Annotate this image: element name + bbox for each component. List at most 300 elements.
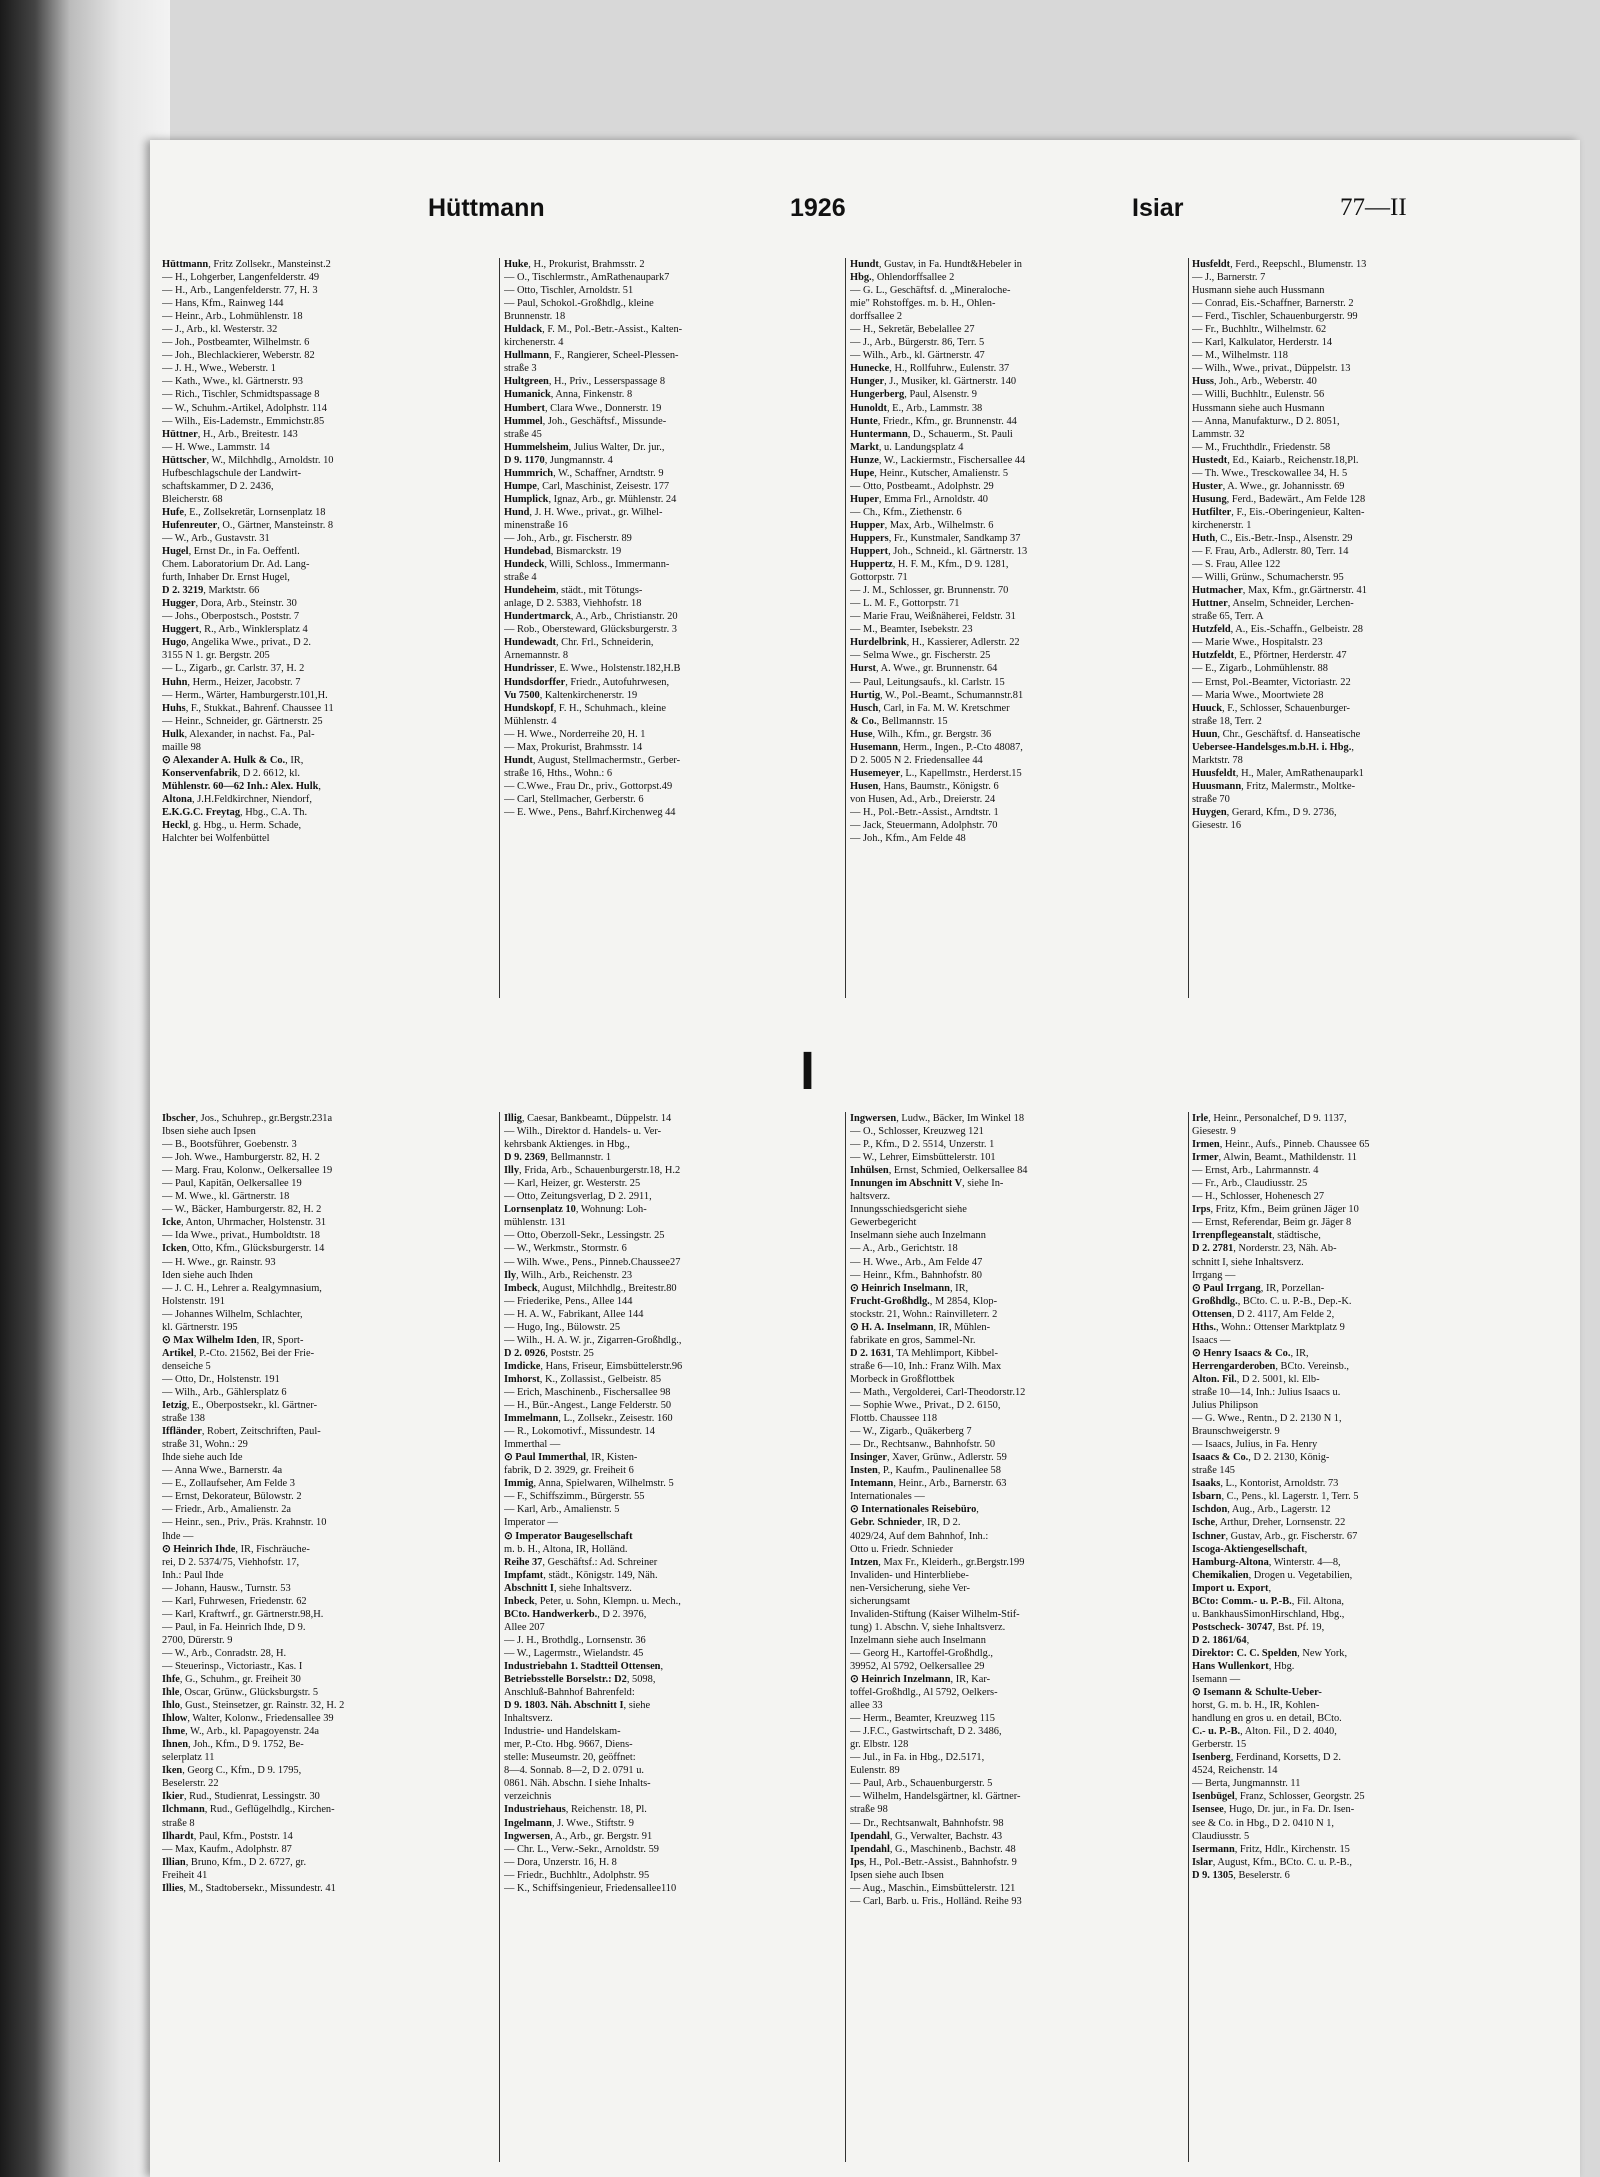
directory-entry-line: — Anna, Manufakturw., D 2. 8051,	[1192, 415, 1340, 427]
directory-entry-line: — Joh., Arb., gr. Fischerstr. 89	[504, 532, 632, 544]
directory-entry-line: — Wilh., Eis-Lademstr., Emmichstr.85	[162, 415, 325, 427]
directory-entry-line: Husen, Hans, Baumstr., Königstr. 6	[850, 780, 999, 792]
directory-entry-line: nen-Versicherung, siehe Ver-	[850, 1582, 970, 1594]
directory-entry-line: 2700, Dürerstr. 9	[162, 1634, 233, 1646]
directory-entry-line: — E., Zigarb., Lohmühlenstr. 88	[1192, 663, 1328, 675]
directory-entry-line: — R., Lokomotivf., Missundestr. 14	[504, 1426, 655, 1438]
directory-entry-line: Imbeck, August, Milchhdlg., Breitestr.80	[504, 1282, 677, 1294]
directory-entry-line: Isenbügel, Franz, Schlosser, Georgstr. 25	[1192, 1791, 1365, 1803]
directory-entry-line: — H. Wwe., gr. Rainstr. 93	[162, 1256, 276, 1268]
directory-entry-line: Huppers, Fr., Kunstmaler, Sandkamp 37	[850, 532, 1021, 544]
directory-entry-line: — E., Zollaufseher, Am Felde 3	[162, 1478, 295, 1490]
directory-entry-line: — Jul., in Fa. in Hbg., D2.5171,	[850, 1752, 985, 1764]
directory-entry-line: 0861. Näh. Abschn. I siehe Inhalts-	[504, 1778, 651, 1790]
directory-entry-line: Hummel, Joh., Geschäftsf., Missunde-	[504, 415, 667, 427]
directory-entry-line: — Georg H., Kartoffel-Großhdlg.,	[850, 1647, 994, 1659]
directory-entry-line: Hths., Wohn.: Ottenser Marktplatz 9	[1192, 1321, 1345, 1333]
directory-entry-line: — B., Bootsführer, Goebenstr. 3	[162, 1139, 297, 1151]
directory-entry-line: u. BankhausSimonHirschland, Hbg.,	[1192, 1608, 1345, 1620]
directory-entry-line: Inselmann siehe auch Inzelmann	[850, 1230, 986, 1242]
directory-entry-line: — Dr., Rechtsanw., Bahnhofstr. 50	[850, 1439, 996, 1451]
directory-entry-line: D 9. 1305, Beselerstr. 6	[1192, 1869, 1290, 1881]
directory-entry-line: handlung en gros u. en detail, BCto.	[1192, 1713, 1342, 1725]
directory-entry-line: straße 3	[504, 363, 537, 375]
directory-entry-line: & Co., Bellmannstr. 15	[850, 715, 948, 727]
directory-entry-line: — J.F.C., Gastwirtschaft, D 2. 3486,	[850, 1726, 1002, 1738]
directory-entry-line: Braunschweigerstr. 9	[1192, 1426, 1280, 1438]
directory-entry-line: Husemeyer, L., Kapellmstr., Herderst.15	[850, 767, 1022, 779]
directory-entry-line: C.- u. P.-B., Alton. Fil., D 2. 4040,	[1192, 1726, 1337, 1738]
directory-entry-line: fabrik, D 2. 3929, gr. Freiheit 6	[504, 1465, 634, 1477]
directory-entry-line: Industrie- und Handelskam-	[504, 1726, 621, 1738]
directory-entry-line: — Wilh., Arb., Gählersplatz 6	[162, 1386, 287, 1398]
directory-entry-line: — J. H., Wwe., Weberstr. 1	[162, 363, 276, 375]
directory-entry-line: — Friedr., Buchhltr., Adolphstr. 95	[504, 1869, 650, 1881]
directory-entry-line: Hugo, Angelika Wwe., privat., D 2.	[162, 637, 312, 649]
directory-entry-line: maille 98	[162, 741, 201, 753]
directory-entry-line: — Fr., Buchhltr., Wilhelmstr. 62	[1192, 324, 1327, 336]
directory-entry-line: straße 6—10, Inh.: Franz Wilh. Max	[850, 1360, 1002, 1372]
directory-entry-line: Chem. Laboratorium Dr. Ad. Lang-	[162, 559, 310, 571]
directory-entry-line: Immerthal —	[504, 1439, 561, 1451]
directory-entry-line: Morbeck in Großflottbek	[850, 1373, 955, 1385]
directory-entry-line: Huster, A. Wwe., gr. Johannisstr. 69	[1192, 480, 1345, 492]
directory-entry-line: — Dora, Unzerstr. 16, H. 8	[504, 1856, 617, 1868]
directory-entry-line: Ingelmann, J. Wwe., Stiftstr. 9	[504, 1817, 635, 1829]
directory-entry-line: Hans Wullenkort, Hbg.	[1192, 1660, 1295, 1672]
directory-entry-line: — H. A. W., Fabrikant, Allee 144	[504, 1308, 644, 1320]
directory-entry-line: Ihnen, Joh., Kfm., D 9. 1752, Be-	[162, 1739, 304, 1751]
directory-entry-line: Hutzfeldt, E., Pförtner, Herderstr. 47	[1192, 650, 1347, 662]
directory-entry-line: — H. Wwe., Arb., Am Felde 47	[850, 1256, 983, 1268]
directory-entry-line: ⊙ H. A. Inselmann, IR, Mühlen-	[850, 1321, 991, 1333]
directory-entry-line: Giesestr. 16	[1192, 820, 1242, 832]
directory-entry-line: Isaacs —	[1192, 1334, 1231, 1346]
directory-entry-line: Hummrich, W., Schaffner, Arndtstr. 9	[504, 467, 664, 479]
directory-entry-line: — Paul, in Fa. Heinrich Ihde, D 9.	[162, 1621, 306, 1633]
directory-entry-line: Mühlenstr. 60—62 Inh.: Alex. Hulk,	[162, 780, 321, 792]
directory-entry-line: — Friederike, Pens., Allee 144	[504, 1295, 633, 1307]
directory-entry-line: — Maria Wwe., Moortwiete 28	[1192, 689, 1324, 701]
directory-entry-line: Frucht-Großhdlg., M 2854, Klop-	[850, 1295, 998, 1307]
directory-entry-line: straße 18, Terr. 2	[1192, 715, 1262, 727]
directory-entry-line: Internationales —	[850, 1491, 925, 1503]
directory-entry-line: Icke, Anton, Uhrmacher, Holstenstr. 31	[162, 1217, 327, 1229]
directory-entry-line: — Isaacs, Julius, in Fa. Henry	[1192, 1439, 1318, 1451]
directory-entry-line: ⊙ Henry Isaacs & Co., IR,	[1192, 1347, 1309, 1359]
directory-entry-line: Huygen, Gerard, Kfm., D 9. 2736,	[1192, 806, 1337, 818]
directory-entry-line: — Max, Prokurist, Brahmsstr. 14	[504, 741, 643, 753]
entries-column-bottom	[162, 1112, 498, 2162]
directory-entry-line: 4524, Reichenstr. 14	[1192, 1765, 1278, 1777]
directory-entry-line: Ietzig, E., Oberpostsekr., kl. Gärtner-	[162, 1400, 318, 1412]
directory-entry-line: von Husen, Ad., Arb., Dreierstr. 24	[850, 793, 996, 805]
directory-entry-line: — H., Lohgerber, Langenfelderstr. 49	[162, 272, 320, 284]
directory-entry-line: BCto. Handwerkerb., D 2. 3976,	[504, 1608, 647, 1620]
directory-entry-line: — Hugo, Ing., Bülowstr. 25	[504, 1321, 621, 1333]
directory-entry-line: D 9. 1170, Jungmannstr. 4	[504, 454, 613, 466]
directory-entry-line: Hund, J. H. Wwe., privat., gr. Wilhel-	[504, 506, 663, 518]
directory-entry-line: Ily, Wilh., Arb., Reichenstr. 23	[504, 1269, 633, 1281]
directory-entry-line: Hugger, Dora, Arb., Steinstr. 30	[162, 598, 297, 610]
directory-entry-line: BCto: Comm.- u. P.-B., Fil. Altona,	[1192, 1595, 1345, 1607]
directory-entry-line: D 2. 0926, Poststr. 25	[504, 1347, 594, 1359]
directory-entry-line: Huuck, F., Schlosser, Schauenburger-	[1192, 702, 1350, 714]
directory-entry-line: — Rob., Obersteward, Glücksburgerstr. 3	[504, 624, 677, 636]
directory-entry-line: Otto u. Friedr. Schnieder	[850, 1543, 954, 1555]
directory-entry-line: — J. C. H., Lehrer a. Realgymnasium,	[162, 1282, 322, 1294]
entries-column-bottom	[504, 1112, 840, 2162]
directory-entry-line: straße 8	[162, 1817, 195, 1829]
directory-entry-line: Husemann, Herm., Ingen., P.-Cto 48087,	[850, 741, 1023, 753]
directory-entry-line: Inzelmann siehe auch Inselmann	[850, 1634, 986, 1646]
directory-entry-line: ⊙ Heinrich Inzelmann, IR, Kar-	[850, 1674, 991, 1686]
directory-entry-line: Islar, August, Kfm., BCto. C. u. P.-B.,	[1192, 1856, 1352, 1868]
directory-entry-line: Imdicke, Hans, Friseur, Eimsbüttelerstr.96	[504, 1360, 683, 1372]
directory-entry-line: Ihde —	[162, 1530, 194, 1542]
directory-entry-line: — H., Sekretär, Bebelallee 27	[850, 324, 975, 336]
directory-entry-line: Industriebahn 1. Stadtteil Ottensen,	[504, 1660, 664, 1672]
directory-entry-line: — Marg. Frau, Kolonw., Oelkersallee 19	[162, 1165, 333, 1177]
directory-entry-line: Huggert, R., Arb., Winklersplatz 4	[162, 624, 308, 636]
section-letter: I	[800, 1041, 816, 1101]
directory-entry-line: mühlenstr. 131	[504, 1217, 566, 1229]
directory-entry-line: — Carl, Barb. u. Fris., Holländ. Reihe 93	[850, 1895, 1022, 1907]
directory-entry-line: schaftskammer, D 2. 2436,	[162, 480, 274, 492]
directory-entry-line: Huppertz, H. F. M., Kfm., D 9. 1281,	[850, 559, 1009, 571]
directory-entry-line: — Heinr., Schneider, gr. Gärtnerstr. 25	[162, 715, 323, 727]
directory-entry-line: Ipendahl, G., Maschinenb., Bachstr. 48	[850, 1843, 1016, 1855]
directory-entry-line: straße 45	[504, 428, 542, 440]
directory-entry-line: — Max, Kaufm., Adolphstr. 87	[162, 1843, 292, 1855]
directory-entry-line: — W., Zigarb., Quäkerberg 7	[850, 1426, 972, 1438]
directory-entry-line: — H. Wwe., Lammstr. 14	[162, 441, 270, 453]
directory-entry-line: straße 98	[850, 1804, 888, 1816]
directory-entry-line: Inhülsen, Ernst, Schmied, Oelkersallee 84	[850, 1165, 1028, 1177]
directory-entry-line: — S. Frau, Allee 122	[1192, 559, 1281, 571]
directory-entry-line: Hussmann siehe auch Husmann	[1192, 402, 1325, 414]
directory-entry-line: — Karl, Kalkulator, Herderstr. 14	[1192, 337, 1333, 349]
directory-entry-line: — Wilh. Wwe., Pens., Pinneb.Chaussee27	[504, 1256, 681, 1268]
directory-entry-line: Imperator —	[504, 1517, 558, 1529]
directory-entry-line: — Sophie Wwe., Privat., D 2. 6150,	[850, 1400, 1001, 1412]
directory-entry-line: — Otto, Postbeamt., Adolphstr. 29	[850, 480, 994, 492]
directory-entry-line: — Marie Wwe., Hospitalstr. 23	[1192, 637, 1323, 649]
directory-entry-line: Humanick, Anna, Finkenstr. 8	[504, 389, 633, 401]
entries-column-bottom	[850, 1112, 1186, 2162]
directory-entry-line: — Otto, Zeitungsverlag, D 2. 2911,	[504, 1191, 652, 1203]
directory-entry-line: Irps, Fritz, Kfm., Beim grünen Jäger 10	[1192, 1204, 1359, 1216]
directory-entry-line: Isbarn, C., Pens., kl. Lagerstr. 1, Terr. 5	[1192, 1491, 1359, 1503]
directory-entry-line: ⊙ Alexander A. Hulk & Co., IR,	[162, 754, 304, 766]
book-binding-shadow	[0, 0, 170, 2177]
directory-entry-line: Mühlenstr. 4	[504, 715, 557, 727]
directory-entry-line: Isemann —	[1192, 1674, 1241, 1686]
directory-entry-line: toffel-Großhdlg., Al 5792, Oelkers-	[850, 1687, 998, 1699]
directory-entry-line: Allee 207	[504, 1621, 545, 1633]
directory-entry-line: D 2. 1861/64,	[1192, 1634, 1250, 1646]
directory-entry-line: — Paul, Schokol.-Großhdlg., kleine	[504, 298, 654, 310]
directory-entry-line: Reihe 37, Geschäftsf.: Ad. Schreiner	[504, 1556, 658, 1568]
directory-entry-line: — W., Lehrer, Eimsbüttelerstr. 101	[850, 1152, 996, 1164]
directory-entry-line: Icken, Otto, Kfm., Glücksburgerstr. 14	[162, 1243, 325, 1255]
directory-entry-line: Ibscher, Jos., Schuhrep., gr.Bergstr.231a	[162, 1113, 333, 1124]
directory-entry-line: Hunecke, H., Rollfuhrw., Eulenstr. 37	[850, 363, 1010, 375]
directory-entry-line: horst, G. m. b. H., IR, Kohlen-	[1192, 1700, 1320, 1712]
directory-entry-line: Hutzfeld, A., Eis.-Schaffn., Gelbeistr. 28	[1192, 624, 1363, 636]
directory-entry-line: — J. M., Schlosser, gr. Brunnenstr. 70	[850, 585, 1009, 597]
directory-entry-line: Hunte, Friedr., Kfm., gr. Brunnenstr. 44	[850, 415, 1017, 427]
directory-entry-line: Illy, Frida, Arb., Schauenburgerstr.18, H.2	[504, 1165, 681, 1177]
directory-entry-line: — Wilh., H. A. W. jr., Zigarren-Großhdlg.,	[504, 1334, 682, 1346]
directory-entry-line: — Karl, Kraftwrf., gr. Gärtnerstr.98,H.	[162, 1608, 324, 1620]
directory-entry-line: Gerberstr. 15	[1192, 1739, 1247, 1751]
directory-entry-line: — W., Arb., Conradstr. 28, H.	[162, 1647, 287, 1659]
directory-entry-line: Ingwersen, Ludw., Bäcker, Im Winkel 18	[850, 1113, 1025, 1124]
column-divider	[845, 1112, 846, 2162]
directory-entry-line: — Paul, Kapitän, Oelkersallee 19	[162, 1178, 302, 1190]
directory-entry-line: D 9. 1803. Näh. Abschnitt I, siehe	[504, 1700, 651, 1712]
directory-entry-line: — Wilhelm, Handelsgärtner, kl. Gärtner-	[850, 1791, 1021, 1803]
directory-entry-line: Humbert, Clara Wwe., Donnerstr. 19	[504, 402, 662, 414]
directory-entry-line: Humplick, Ignaz, Arb., gr. Mühlenstr. 24	[504, 493, 677, 505]
directory-entry-line: Hunger, J., Musiker, kl. Gärtnerstr. 140	[850, 376, 1017, 388]
column-divider	[499, 1112, 500, 2162]
directory-entry-line: — Johs., Oberpostsch., Poststr. 7	[162, 611, 300, 623]
directory-entry-line: mie" Rohstoffges. m. b. H., Ohlen-	[850, 298, 996, 310]
directory-entry-line: D 2. 3219, Marktstr. 66	[162, 585, 260, 597]
directory-entry-line: haltsverz.	[850, 1191, 891, 1203]
directory-entry-line: — Heinr., sen., Priv., Präs. Krahnstr. 10	[162, 1517, 327, 1529]
directory-entry-line: Huper, Emma Frl., Arnoldstr. 40	[850, 493, 988, 505]
directory-entry-line: Markt, u. Landungsplatz 4	[850, 441, 964, 453]
entries-column-top	[1192, 258, 1528, 998]
page-header	[150, 194, 1580, 228]
directory-entry-line: Claudiusstr. 5	[1192, 1830, 1250, 1842]
directory-entry-line: Husfeldt, Ferd., Reepschl., Blumenstr. 13	[1192, 259, 1367, 270]
directory-entry-line: — Math., Vergolderei, Carl-Theodorstr.12	[850, 1386, 1026, 1398]
directory-entry-line: Humpe, Carl, Maschinist, Zeisestr. 177	[504, 480, 670, 492]
directory-entry-line: — G. Wwe., Rentn., D 2. 2130 N 1,	[1192, 1413, 1342, 1425]
directory-entry-line: — M., Fruchthdlr., Friedenstr. 58	[1192, 441, 1331, 453]
directory-entry-line: Huusfeldt, H., Maler, AmRathenaupark1	[1192, 767, 1364, 779]
directory-entry-line: Konservenfabrik, D 2. 6612, kl.	[162, 767, 300, 779]
directory-entry-line: Hamburg-Altona, Winterstr. 4—8,	[1192, 1556, 1341, 1568]
directory-entry-line: rei, D 2. 5374/75, Viehhofstr. 17,	[162, 1556, 300, 1568]
directory-entry-line: verzeichnis	[504, 1791, 552, 1803]
header-year: 1926	[790, 194, 846, 222]
directory-entry-line: Ips, H., Pol.-Betr.-Assist., Bahnhofstr. 9	[850, 1856, 1017, 1868]
directory-entry-line: Huke, H., Prokurist, Brahmsstr. 2	[504, 259, 645, 270]
directory-entry-line: Hundebad, Bismarckstr. 19	[504, 546, 622, 558]
directory-entry-line: Julius Philipson	[1192, 1400, 1259, 1412]
entries-column-bottom	[1192, 1112, 1528, 2162]
directory-entry-line: Hundeck, Willi, Schloss., Immermann-	[504, 559, 670, 571]
directory-entry-line: Isaaks, L., Kontorist, Arnoldstr. 73	[1192, 1478, 1339, 1490]
directory-entry-line: straße 70	[1192, 793, 1230, 805]
directory-entry-line: Inhaltsverz.	[504, 1713, 553, 1725]
directory-entry-line: Lornsenplatz 10, Wohnung: Loh-	[504, 1204, 647, 1216]
directory-entry-line: ⊙ Paul Immerthal, IR, Kisten-	[504, 1452, 638, 1464]
directory-entry-line: Irrgang —	[1192, 1269, 1236, 1281]
directory-entry-line: Huhs, F., Stukkat., Bahrenf. Chaussee 11	[162, 702, 334, 714]
directory-entry-line: Huth, C., Eis.-Betr.-Insp., Alsenstr. 29	[1192, 532, 1353, 544]
directory-entry-line: — Anna Wwe., Barnerstr. 4a	[162, 1465, 283, 1477]
directory-entry-line: Illian, Bruno, Kfm., D 2. 6727, gr.	[162, 1856, 307, 1868]
directory-entry-line: Innungsschiedsgericht siehe	[850, 1204, 967, 1216]
directory-entry-line: Huppert, Joh., Schneid., kl. Gärtnerstr. 13	[850, 546, 1028, 558]
directory-entry-line: Isaacs & Co., D 2. 2130, König-	[1192, 1452, 1330, 1464]
directory-entry-line: Halchter bei Wolfenbüttel	[162, 833, 270, 845]
directory-entry-line: Uebersee-Handelsges.m.b.H. i. Hbg.,	[1192, 741, 1354, 753]
directory-entry-line: — Heinr., Arb., Lohmühlenstr. 18	[162, 311, 303, 323]
directory-entry-line: — Erich, Maschinenb., Fischersallee 98	[504, 1386, 671, 1398]
directory-entry-line: — Berta, Jungmannstr. 11	[1192, 1778, 1301, 1790]
directory-entry-line: mer, P.-Cto. Hbg. 9667, Diens-	[504, 1739, 633, 1751]
directory-entry-line: Giesestr. 9	[1192, 1126, 1236, 1138]
directory-entry-line: — Joh., Blechlackierer, Weberstr. 82	[162, 350, 315, 362]
directory-entry-line: Artikel, P.-Cto. 21562, Bei der Frie-	[162, 1347, 315, 1359]
directory-entry-line: D 9. 2369, Bellmannstr. 1	[504, 1152, 612, 1164]
directory-entry-line: — H., Pol.-Betr.-Assist., Arndtstr. 1	[850, 806, 999, 818]
directory-entry-line: Isermann, Fritz, Hdlr., Kirchenstr. 15	[1192, 1843, 1350, 1855]
directory-entry-line: — Johann, Hausw., Turnstr. 53	[162, 1582, 291, 1594]
directory-entry-line: ⊙ Heinrich Ihde, IR, Fischräuche-	[162, 1543, 310, 1555]
directory-entry-line: Hufbeschlagschule der Landwirt-	[162, 467, 302, 479]
directory-entry-line: Hundewadt, Chr. Frl., Schneiderin,	[504, 637, 654, 649]
directory-entry-line: D 2. 1631, TA Mehlimport, Kibbel-	[850, 1347, 998, 1359]
directory-entry-line: — Willi, Grünw., Schumacherstr. 95	[1192, 572, 1344, 584]
directory-entry-line: E.K.G.C. Freytag, Hbg., C.A. Th.	[162, 806, 308, 818]
directory-entry-line: — W., Werkmstr., Stormstr. 6	[504, 1243, 627, 1255]
directory-entry-line: — W., Arb., Gustavstr. 31	[162, 532, 270, 544]
entries-column-top	[504, 258, 840, 998]
directory-entry-line: Hustedt, Ed., Kaiarb., Reichenstr.18,Pl.	[1192, 454, 1359, 466]
directory-entry-line: Hundrisser, E. Wwe., Holstenstr.182,H.B	[504, 663, 681, 675]
directory-entry-line: dorffsallee 2	[850, 311, 903, 323]
directory-entry-line: — A., Arb., Gerichtstr. 18	[850, 1243, 958, 1255]
directory-entry-line: — Dr., Rechtsanwalt, Bahnhofstr. 98	[850, 1817, 1004, 1829]
directory-entry-line: — Herm., Beamter, Kreuzweg 115	[850, 1713, 995, 1725]
directory-page	[150, 140, 1580, 2177]
directory-entry-line: — Friedr., Arb., Amalienstr. 2a	[162, 1504, 292, 1516]
header-first-entry: Hüttmann	[428, 194, 545, 222]
directory-entry-line: Immelmann, L., Zollsekr., Zeisestr. 160	[504, 1413, 673, 1425]
directory-entry-line: tung) 1. Abschn. V, siehe Inhaltsverz.	[850, 1621, 1006, 1633]
directory-entry-line: 39952, Al 5792, Oelkersallee 29	[850, 1660, 985, 1672]
directory-entry-line: straße 138	[162, 1413, 205, 1425]
directory-entry-line: Hunoldt, E., Arb., Lammstr. 38	[850, 402, 983, 414]
directory-entry-line: Hüttscher, W., Milchhdlg., Arnoldstr. 10	[162, 454, 334, 466]
directory-entry-line: Huhn, Herm., Heizer, Jacobstr. 7	[162, 676, 301, 688]
directory-entry-line: D 2. 2781, Norderstr. 23, Näh. Ab-	[1192, 1243, 1337, 1255]
directory-entry-line: Ihfe, G., Schuhm., gr. Freiheit 30	[162, 1674, 301, 1686]
directory-entry-line: Huttner, Anselm, Schneider, Lerchen-	[1192, 598, 1354, 610]
directory-entry-line: Ischdon, Aug., Arb., Lagerstr. 12	[1192, 1504, 1331, 1516]
directory-entry-line: gr. Elbstr. 128	[850, 1739, 909, 1751]
directory-entry-line: Insinger, Xaver, Grünw., Adlerstr. 59	[850, 1452, 1007, 1464]
directory-entry-line: Ipendahl, G., Verwalter, Bachstr. 43	[850, 1830, 1003, 1842]
directory-entry-line: Ingwersen, A., Arb., gr. Bergstr. 91	[504, 1830, 653, 1842]
directory-entry-line: Hüttner, H., Arb., Breitestr. 143	[162, 428, 298, 440]
directory-entry-line: — Karl, Heizer, gr. Westerstr. 25	[504, 1178, 641, 1190]
directory-entry-line: Intemann, Heinr., Arb., Barnerstr. 63	[850, 1478, 1007, 1490]
directory-entry-line: stelle: Museumstr. 20, geöffnet:	[504, 1752, 636, 1764]
directory-entry-line: Huse, Wilh., Kfm., gr. Bergstr. 36	[850, 728, 992, 740]
directory-entry-line: Ilhardt, Paul, Kfm., Poststr. 14	[162, 1830, 293, 1842]
directory-entry-line: ⊙ Paul Irrgang, IR, Porzellan-	[1192, 1282, 1325, 1294]
column-divider	[845, 258, 846, 998]
directory-entry-line: Hufenreuter, O., Gärtner, Mansteinstr. 8	[162, 519, 334, 531]
directory-entry-line: straße 16, Hths., Wohn.: 6	[504, 767, 613, 779]
directory-entry-line: Vu 7500, Kaltenkirchenerstr. 19	[504, 689, 638, 701]
column-divider	[1188, 1112, 1189, 2162]
directory-entry-line: anlage, D 2. 5383, Viehhofstr. 18	[504, 598, 642, 610]
directory-entry-line: stockstr. 21, Wohn.: Rainvilleterr. 2	[850, 1308, 998, 1320]
directory-entry-line: — Ida Wwe., privat., Humboldtstr. 18	[162, 1230, 320, 1242]
directory-entry-line: Import u. Export,	[1192, 1582, 1272, 1594]
directory-entry-line: Irrenpflegeanstalt, städtische,	[1192, 1230, 1321, 1242]
directory-entry-line: — J., Arb., Bürgerstr. 86, Terr. 5	[850, 337, 985, 349]
directory-entry-line: kehrsbank Aktienges. in Hbg.,	[504, 1139, 630, 1151]
directory-entry-line: — Ferd., Tischler, Schauenburgerstr. 99	[1192, 311, 1358, 323]
directory-entry-line: Ischner, Gustav, Arb., gr. Fischerstr. 67	[1192, 1530, 1358, 1542]
directory-entry-line: 3155 N 1. gr. Bergstr. 205	[162, 650, 270, 662]
directory-entry-line: sicherungsamt	[850, 1595, 911, 1607]
directory-entry-line: Hundskopf, F. H., Schuhmach., kleine	[504, 702, 666, 714]
directory-entry-line: — M. Wwe., kl. Gärtnerstr. 18	[162, 1191, 290, 1203]
directory-entry-line: Hurtig, W., Pol.-Beamt., Schumannstr.81	[850, 689, 1024, 701]
directory-entry-line: Hugel, Ernst Dr., in Fa. Oeffentl.	[162, 546, 300, 558]
directory-entry-line: Hutmacher, Max, Kfm., gr.Gärtnerstr. 41	[1192, 585, 1367, 597]
directory-entry-line: Ihlow, Walter, Kolonw., Friedensallee 39	[162, 1713, 334, 1725]
column-divider	[499, 258, 500, 998]
directory-entry-line: Husch, Carl, in Fa. M. W. Kretschmer	[850, 702, 1010, 714]
directory-entry-line: — J. H., Brothdlg., Lornsenstr. 36	[504, 1634, 646, 1646]
directory-entry-line: Huntermann, D., Schauerm., St. Pauli	[850, 428, 1013, 440]
directory-entry-line: Imhorst, K., Zollassist., Gelbeistr. 85	[504, 1373, 662, 1385]
directory-entry-line: Irle, Heinr., Personalchef, D 9. 1137,	[1192, 1113, 1347, 1124]
directory-entry-line: Eulenstr. 89	[850, 1765, 900, 1777]
directory-entry-line: Lammstr. 32	[1192, 428, 1245, 440]
directory-entry-line: Iffländer, Robert, Zeitschriften, Paul-	[162, 1426, 321, 1438]
directory-entry-line: Immig, Anna, Spielwaren, Wilhelmstr. 5	[504, 1478, 674, 1490]
directory-entry-line: Hupper, Max, Arb., Wilhelmstr. 6	[850, 519, 994, 531]
directory-entry-line: Innungen im Abschnitt V, siehe In-	[850, 1178, 1004, 1190]
directory-entry-line: — Paul, Arb., Schauenburgerstr. 5	[850, 1778, 993, 1790]
directory-entry-line: — Karl, Fuhrwesen, Friedenstr. 62	[162, 1595, 307, 1607]
directory-entry-line: Bleicherstr. 68	[162, 493, 223, 505]
directory-entry-line: Huusmann, Fritz, Malermstr., Moltke-	[1192, 780, 1356, 792]
directory-entry-line: — Wilh., Arb., kl. Gärtnerstr. 47	[850, 350, 985, 362]
directory-entry-line: straße 31, Wohn.: 29	[162, 1439, 248, 1451]
directory-entry-line: — Ernst, Pol.-Beamter, Victoriastr. 22	[1192, 676, 1351, 688]
directory-entry-line: Hungerberg, Paul, Alsenstr. 9	[850, 389, 978, 401]
directory-entry-line: — H., Arb., Langenfelderstr. 77, H. 3	[162, 285, 318, 297]
directory-entry-line: Großhdlg., BCto. C. u. P.-B., Dep.-K.	[1192, 1295, 1352, 1307]
directory-entry-line: — Joh., Kfm., Am Felde 48	[850, 833, 966, 845]
directory-entry-line: — C.Wwe., Frau Dr., priv., Gottorpst.49	[504, 780, 673, 792]
directory-entry-line: see & Co. in Hbg., D 2. 0410 N 1,	[1192, 1817, 1334, 1829]
directory-entry-line: Hurdelbrink, H., Kassierer, Adlerstr. 22	[850, 637, 1020, 649]
directory-entry-line: — Johannes Wilhelm, Schlachter,	[162, 1308, 303, 1320]
directory-entry-line: Ilchmann, Rud., Geflügelhdlg., Kirchen-	[162, 1804, 335, 1816]
column-divider	[1188, 258, 1189, 998]
directory-entry-line: Impfamt, städt., Königstr. 149, Näh.	[504, 1569, 658, 1581]
directory-entry-line: Ibsen siehe auch Ipsen	[162, 1126, 256, 1138]
directory-entry-line: — Chr. L., Verw.-Sekr., Arnoldstr. 59	[504, 1843, 659, 1855]
directory-entry-line: — J., Barnerstr. 7	[1192, 272, 1266, 284]
